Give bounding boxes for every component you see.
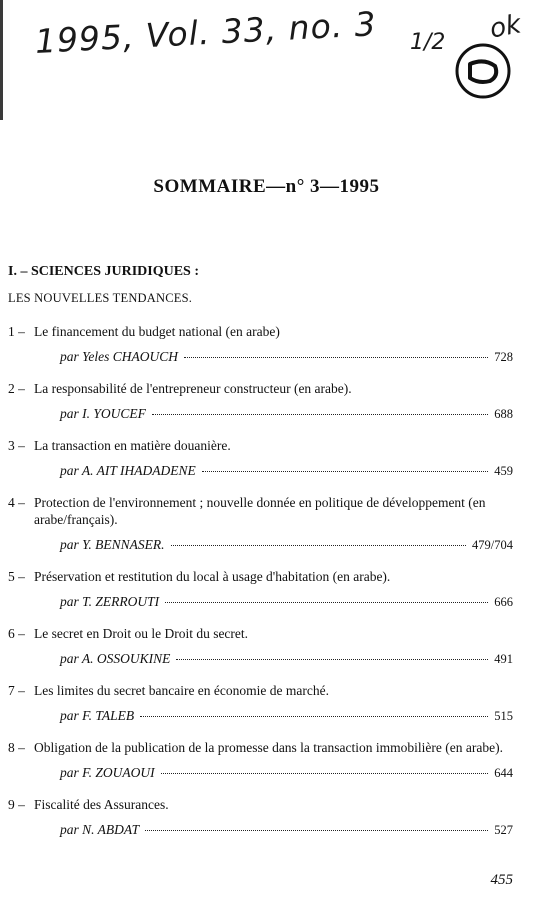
dot-leader	[176, 659, 488, 660]
section-subheading: LES NOUVELLES TENDANCES.	[8, 291, 193, 305]
dot-leader	[171, 545, 467, 546]
entry-title-line	[8, 625, 513, 642]
page-title: SOMMAIRE—n° 3—1995	[153, 176, 380, 197]
list-item	[8, 437, 513, 480]
entry-author: par N. ABDAT	[60, 822, 140, 837]
entry-title-line	[8, 568, 513, 585]
entry-author: par F. ZOUAOUI	[60, 765, 155, 780]
dot-leader	[145, 830, 488, 831]
entry-author: par A. OSSOUKINE	[60, 651, 171, 666]
entry-list	[8, 323, 513, 839]
list-item	[8, 796, 513, 839]
entry-title: Fiscalité des Assurances.	[34, 797, 169, 812]
entry-title-line	[8, 494, 513, 528]
dot-leader	[140, 716, 488, 717]
entry-number: 1 –	[8, 324, 25, 339]
entry-page: 728	[494, 350, 513, 364]
entry-author: par F. TALEB	[60, 708, 135, 723]
entry-title-line	[8, 323, 513, 340]
handwritten-ok: ok	[487, 9, 524, 45]
entry-author-line	[60, 536, 513, 554]
list-item	[8, 380, 513, 423]
entry-number: 9 –	[8, 797, 25, 812]
section-heading: I. – SCIENCES JURIDIQUES :	[8, 264, 199, 279]
dot-leader	[161, 773, 489, 774]
entry-author: par A. AIT IHADADENE	[60, 463, 196, 478]
dot-leader	[165, 602, 488, 603]
list-item	[8, 625, 513, 668]
page-number: 455	[490, 872, 513, 888]
entry-page: 479/704	[472, 538, 513, 552]
entry-title: Le secret en Droit ou le Droit du secret.	[34, 626, 249, 641]
dot-leader	[184, 357, 488, 358]
list-item	[8, 739, 513, 782]
entry-title: La transaction en matière douanière.	[34, 438, 231, 453]
entry-page: 666	[494, 595, 513, 609]
entry-title: Le financement du budget national (en arabe)	[34, 324, 280, 339]
entry-number: 8 –	[8, 740, 25, 755]
entry-author: par Y. BENNASER.	[60, 537, 165, 552]
stamp-circle-icon	[452, 40, 514, 102]
list-item	[8, 568, 513, 611]
entry-number: 6 –	[8, 626, 25, 641]
entry-number: 4 –	[8, 495, 25, 510]
list-item	[8, 682, 513, 725]
entry-title: Protection de l'environnement ; nouvelle donnée en politique de développement (en arabe/français).	[34, 495, 486, 527]
entry-author-line	[60, 821, 513, 839]
entry-author-line	[60, 764, 513, 782]
list-item	[8, 323, 513, 366]
entry-author-line	[60, 650, 513, 668]
entry-author-line	[60, 405, 513, 423]
entry-page: 515	[494, 709, 513, 723]
entry-page: 644	[494, 766, 513, 780]
entry-page: 491	[494, 652, 513, 666]
dot-leader	[152, 414, 488, 415]
entry-number: 3 –	[8, 438, 25, 453]
entry-title: La responsabilité de l'entrepreneur constructeur (en arabe).	[34, 381, 352, 396]
entry-number: 2 –	[8, 381, 25, 396]
entry-title: Préservation et restitution du local à usage d'habitation (en arabe).	[34, 569, 391, 584]
entry-author-line	[60, 462, 513, 480]
scan-edge	[0, 0, 3, 120]
entry-title-line	[8, 796, 513, 813]
entry-page: 459	[494, 464, 513, 478]
entry-title: Obligation de la publication de la promesse dans la transaction immobilière (en arabe).	[34, 740, 503, 755]
handwritten-reference: 1995, Vol. 33, no. 3	[34, 4, 378, 61]
entry-number: 7 –	[8, 683, 25, 698]
entry-title-line	[8, 682, 513, 699]
entry-author-line	[60, 707, 513, 725]
entry-page: 527	[494, 823, 513, 837]
entry-author: par T. ZERROUTI	[60, 594, 160, 609]
entry-number: 5 –	[8, 569, 25, 584]
entry-title-line	[8, 380, 513, 397]
entry-author: par I. YOUCEF	[60, 406, 146, 421]
table-of-contents	[8, 263, 513, 839]
entry-author: par Yeles CHAOUCH	[60, 349, 179, 364]
entry-title-line	[8, 437, 513, 454]
dot-leader	[202, 471, 488, 472]
entry-author-line	[60, 348, 513, 366]
entry-author-line	[60, 593, 513, 611]
list-item	[8, 494, 513, 554]
entry-title-line	[8, 739, 513, 756]
entry-title: Les limites du secret bancaire en économie de marché.	[34, 683, 329, 698]
handwritten-fraction: 1/2	[410, 30, 446, 55]
entry-page: 688	[494, 407, 513, 421]
